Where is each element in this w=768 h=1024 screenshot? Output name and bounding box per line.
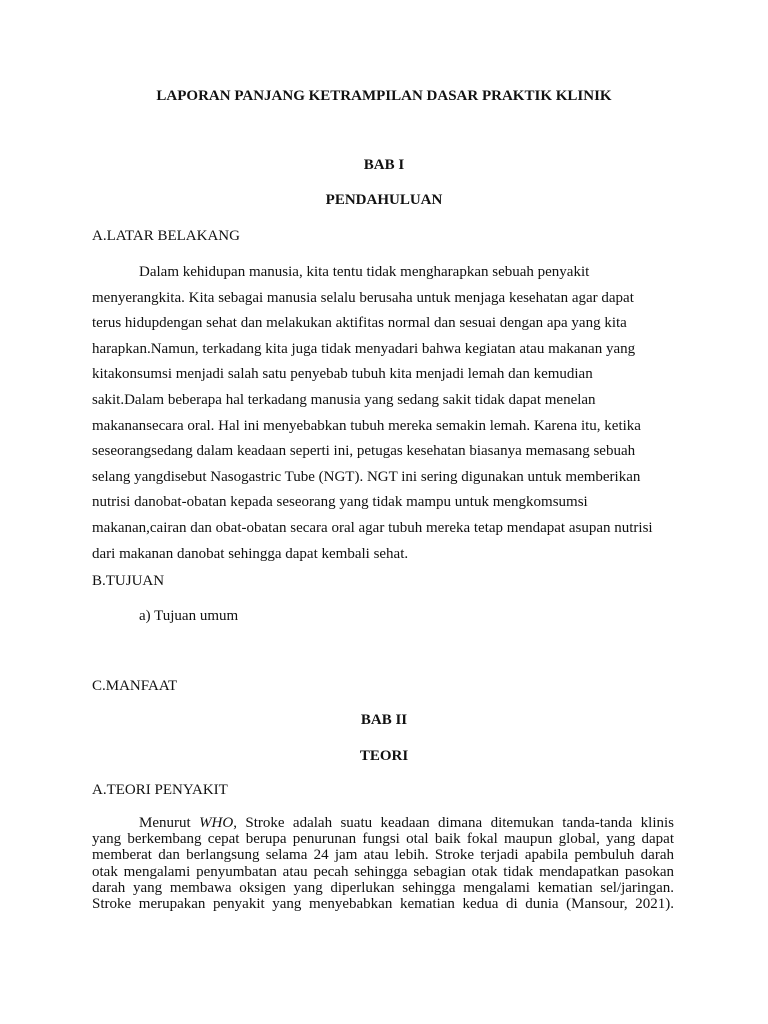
paragraph-line: makanansecara oral. Hal ini menyebabkan tubuh mereka semakin lemah. Karena itu, ketika <box>92 417 641 434</box>
paragraph-line: Stroke merupakan penyakit yang menyebabkan kematian kedua di dunia (Mansour, 2021). <box>92 896 674 913</box>
bab1-title: PENDAHULUAN <box>325 192 443 208</box>
paragraph-line: menyerangkita. Kita sebagai manusia selalu berusaha untuk menjaga kesehatan agar dapat <box>92 289 634 306</box>
section-a-heading: A.LATAR BELAKANG <box>92 228 240 244</box>
paragraph-line: yang berkembang cepat berupa penurunan fungsi otal baik fokal maupun global, yang dapat <box>92 831 674 848</box>
paragraph-line: kitakonsumsi menjadi salah satu penyebab tubuh kita menjadi lemah dan kemudian <box>92 366 593 383</box>
paragraph-line: sakit.Dalam beberapa hal terkadang manusia yang sedang sakit tidak dapat menelan <box>92 391 596 408</box>
section-c-heading: C.MANFAAT <box>92 678 178 694</box>
bab1-label: BAB I <box>363 157 405 173</box>
paragraph-line: nutrisi danobat-obatan kepada seseorang yang tidak mampu untuk mengkomsumsi <box>92 494 588 511</box>
paragraph-line: otak mengalami penyumbatan atau pecah sehingga sebagian otak tidak mendapatkan pasokan <box>92 863 674 880</box>
paragraph-line: dari makanan danobat sehingga dapat kembali sehat. <box>92 545 409 562</box>
paragraph-line: darah yang membawa oksigen yang diperlukan sehingga mengalami kematian sel/jaringan. <box>92 879 674 896</box>
paragraph-line: harapkan.Namun, terkadang kita juga tidak menyadari bahwa kegiatan atau makanan yang <box>92 340 636 357</box>
teori-penyakit-heading: A.TEORI PENYAKIT <box>92 782 228 798</box>
tujuan-umum-item: a) Tujuan umum <box>139 608 239 624</box>
bab2-title: TEORI <box>359 748 409 764</box>
teori-penyakit-paragraph <box>92 815 674 912</box>
paragraph-line: selang yangdisebut Nasogastric Tube (NGT). NGT ini sering digunakan untuk memberikan <box>92 468 641 485</box>
section-b-heading: B.TUJUAN <box>92 573 165 589</box>
who-emphasis: WHO <box>199 815 234 831</box>
paragraph-line: Dalam kehidupan manusia, kita tentu tidak mengharapkan sebuah penyakit <box>139 264 590 280</box>
line-rest: , Stroke adalah suatu keadaan dimana ditemukan tanda-tanda klinis <box>233 815 674 831</box>
paragraph-line: terus hidupdengan sehat dan melakukan aktifitas normal dan sesuai dengan apa yang kita <box>92 315 627 332</box>
document-title: LAPORAN PANJANG KETRAMPILAN DASAR PRAKTIK KLINIK <box>156 88 612 104</box>
latar-belakang-paragraph <box>92 260 676 567</box>
paragraph-line: memberat dan berlangsung selama 24 jam atau lebih. Stroke terjadi apabila pembuluh darah <box>92 847 674 864</box>
paragraph-line: makanan,cairan dan obat-obatan secara oral agar tubuh mereka tetap mendapat asupan nutrisi <box>92 519 653 536</box>
paragraph-line: seseorangsedang dalam keadaan seperti ini, petugas kesehatan biasanya memasang sebuah <box>92 443 636 460</box>
paragraph-line <box>92 815 674 831</box>
bab2-label: BAB II <box>360 712 408 728</box>
line-prefix: Menurut <box>139 815 200 831</box>
